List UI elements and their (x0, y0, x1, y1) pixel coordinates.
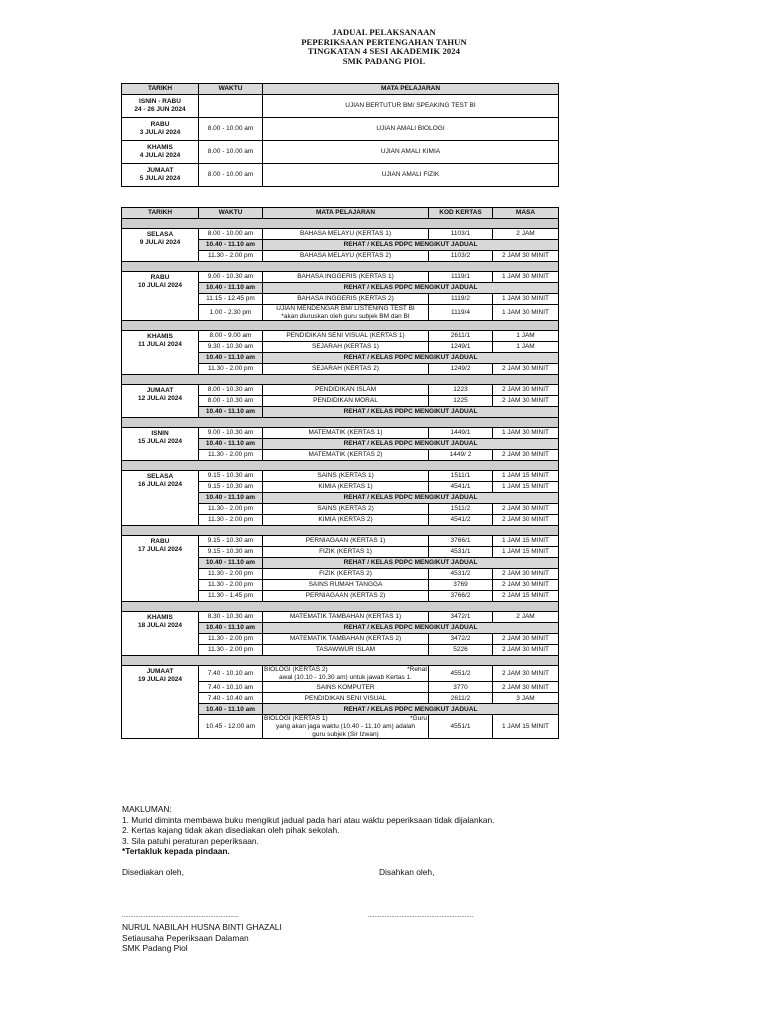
time-cell: 11.30 - 2.00 pm (199, 251, 263, 262)
subject-name: SAINS KOMPUTER (316, 683, 375, 691)
exam-row (122, 385, 559, 396)
duration-cell: 1 JAM 30 MINIT (493, 272, 559, 283)
date-label: 3 JULAI 2024 (139, 129, 181, 136)
time-cell: 8.00 - 10.00 am (199, 141, 263, 164)
paper-code-cell: 1119/1 (429, 272, 493, 283)
date-label: 17 JULAI 2024 (137, 545, 183, 553)
paper-code-cell: 1449/ 2 (429, 450, 493, 461)
exam-row (122, 612, 559, 623)
duration-cell: 2 JAM 30 MINIT (493, 251, 559, 262)
rehat-label: REHAT / KELAS PDPC MENGIKUT JADUAL (263, 704, 559, 715)
subject-cell (263, 715, 429, 739)
header-mata-pelajaran: MATA PELAJARAN (263, 208, 429, 219)
signatory-position: Setiausaha Peperiksaan Dalaman (122, 932, 249, 943)
duration-cell: 1 JAM 15 MINIT (493, 547, 559, 558)
subject-cell: UJIAN BERTUTUR BM/ SPEAKING TEST BI (263, 95, 559, 118)
header-waktu: WAKTU (199, 208, 263, 219)
subject-name: KIMIA (KERTAS 2) (318, 516, 373, 524)
paper-code-cell: 1249/1 (429, 342, 493, 353)
subject-note-line: *akan diuruskan oleh guru subjek BM dan BI (281, 312, 410, 320)
subject-name: MATEMATIK (KERTAS 2) (308, 451, 383, 459)
time-cell: 11.30 - 2.00 pm (199, 634, 263, 645)
paper-code-cell: 3769 (429, 580, 493, 591)
subject-cell (263, 229, 429, 240)
paper-code-cell: 1225 (429, 396, 493, 407)
time-cell: 10.45 - 12.00 am (199, 715, 263, 739)
paper-code-cell: 4541/2 (429, 515, 493, 526)
rehat-time: 10.40 - 11.10 am (199, 623, 263, 634)
date-cell (122, 385, 199, 418)
duration-cell: 2 JAM 30 MINIT (493, 645, 559, 656)
subject-name: PENDIDIKAN SENI VISUAL (KERTAS 1) (286, 332, 405, 340)
day-separator (122, 526, 559, 536)
time-cell (199, 95, 263, 118)
exam-row (122, 229, 559, 240)
date-cell (122, 95, 199, 118)
signature-line-right: ............................................................... (368, 913, 474, 919)
subject-cell (263, 682, 429, 693)
rehat-label: REHAT / KELAS PDPC MENGIKUT JADUAL (263, 283, 559, 294)
duration-cell: 1 JAM (493, 342, 559, 353)
duration-cell: 1 JAM 15 MINIT (493, 482, 559, 493)
exam-row (122, 536, 559, 547)
header-kod-kertas: KOD KERTAS (429, 208, 493, 219)
signatory-name: NURUL NABILAH HUSNA BINTI GHAZALI (122, 922, 282, 932)
duration-cell: 1 JAM 15 MINIT (493, 715, 559, 739)
subject-cell (263, 580, 429, 591)
subject-name: TASAWWUR ISLAM (315, 646, 376, 654)
subject-cell (263, 504, 429, 515)
time-cell: 7.40 - 10.10 am (199, 666, 263, 682)
subject-name: SAINS RUMAH TANGGA (308, 581, 383, 589)
subject-name: BAHASA INGGERIS (KERTAS 2) (297, 295, 394, 303)
note-item: 1. Murid diminta membawa buku mengikut jadual pada hari atau waktu peperiksaan tidak dijalankan. (122, 814, 495, 825)
duration-cell: 2 JAM 30 MINIT (493, 682, 559, 693)
time-cell: 8.00 - 10.00 am (199, 229, 263, 240)
rehat-time: 10.40 - 11.10 am (199, 704, 263, 715)
subject-name: FIZIK (KERTAS 2) (319, 570, 372, 578)
time-cell: 9.15 - 10.30 am (199, 482, 263, 493)
subject-name: UJIAN MENDENGAR BM/ LISTENING TEST BI (276, 305, 415, 312)
duration-cell: 2 JAM 30 MINIT (493, 580, 559, 591)
rehat-label: REHAT / KELAS PDPC MENGIKUT JADUAL (263, 240, 559, 251)
time-cell: 7.40 - 10.10 am (199, 682, 263, 693)
time-cell: 9.00 - 10.30 am (199, 272, 263, 283)
subject-name: BIOLOGI (KERTAS 1) (264, 715, 328, 723)
subject-cell (263, 612, 429, 623)
exam-row (122, 272, 559, 283)
notes-heading: MAKLUMAN: (122, 804, 172, 814)
date-cell (122, 331, 199, 375)
rehat-label: REHAT / KELAS PDPC MENGIKUT JADUAL (263, 353, 559, 364)
subject-cell (263, 428, 429, 439)
time-cell: 11.15 - 12.45 pm (199, 294, 263, 305)
day-label: KHAMIS (147, 333, 173, 341)
subject-name: MATEMATIK (KERTAS 1) (308, 429, 383, 437)
date-label: 4 JULAI 2024 (139, 152, 181, 159)
day-label: RABU (150, 121, 170, 129)
time-cell: 8.00 - 10.30 am (199, 385, 263, 396)
day-separator (122, 461, 559, 471)
date-label: 12 JULAI 2024 (137, 394, 183, 402)
subject-cell: UJIAN AMALI FIZIK (263, 164, 559, 187)
subject-cell (263, 693, 429, 704)
subject-name: BAHASA MELAYU (KERTAS 1) (299, 230, 392, 238)
date-cell (122, 536, 199, 602)
duration-cell: 2 JAM 15 MINIT (493, 591, 559, 602)
duration-cell: 2 JAM 30 MINIT (493, 634, 559, 645)
rehat-label: REHAT / KELAS PDPC MENGIKUT JADUAL (263, 407, 559, 418)
time-cell: 1.00 - 2.30 pm (199, 305, 263, 321)
exam-row (122, 666, 559, 682)
duration-cell: 2 JAM 30 MINIT (493, 504, 559, 515)
day-separator (122, 219, 559, 229)
rehat-label: REHAT / KELAS PDPC MENGIKUT JADUAL (263, 439, 559, 450)
date-cell (122, 471, 199, 526)
time-cell: 9.30 - 10.30 am (199, 342, 263, 353)
time-cell: 7.40 - 10.40 am (199, 693, 263, 704)
time-cell: 9.15 - 10.30 am (199, 536, 263, 547)
duration-cell: 2 JAM 30 MINIT (493, 396, 559, 407)
date-cell (122, 428, 199, 461)
duration-cell: 2 JAM 30 MINIT (493, 515, 559, 526)
subject-name: PERNIAGAAN (KERTAS 1) (305, 537, 386, 545)
duration-cell: 2 JAM 30 MINIT (493, 385, 559, 396)
rehat-time: 10.40 - 11.10 am (199, 353, 263, 364)
day-label: ISNIN (151, 430, 169, 438)
paper-code-cell: 3472/2 (429, 634, 493, 645)
date-label: 11 JULAI 2024 (138, 340, 182, 348)
subject-name: KIMIA (KERTAS 1) (318, 483, 373, 491)
time-cell: 11.30 - 2.00 pm (199, 569, 263, 580)
paper-code-cell: 4541/1 (429, 482, 493, 493)
exam-row (122, 471, 559, 482)
subject-name: PENDIDIKAN MORAL (313, 397, 378, 405)
time-cell: 8.30 - 10.30 am (199, 612, 263, 623)
duration-cell: 2 JAM (493, 229, 559, 240)
subject-cell (263, 364, 429, 375)
subject-note-line: awal (10.10 - 10.30 am) untuk jawab Kertas 1. (279, 673, 412, 681)
paper-code-cell: 1119/4 (429, 305, 493, 321)
duration-cell: 2 JAM (493, 612, 559, 623)
duration-cell: 2 JAM 30 MINIT (493, 666, 559, 682)
subject-note-line: guru subjek (Sir Izwan) (312, 730, 379, 738)
time-cell: 11.30 - 2.00 pm (199, 504, 263, 515)
signatory-block (122, 922, 282, 954)
header-waktu: WAKTU (199, 84, 263, 95)
paper-code-cell: 3766/1 (429, 536, 493, 547)
time-cell: 11.30 - 2.00 pm (199, 515, 263, 526)
duration-cell: 1 JAM 15 MINIT (493, 536, 559, 547)
subject-name: BAHASA MELAYU (KERTAS 2) (299, 252, 392, 260)
subject-name: PERNIAGAAN (KERTAS 2) (305, 592, 386, 600)
duration-cell: 3 JAM (493, 693, 559, 704)
subject-cell (263, 305, 429, 321)
day-label: KHAMIS (147, 614, 173, 622)
subject-line (264, 715, 427, 723)
day-label: KHAMIS (147, 144, 173, 152)
day-separator (122, 656, 559, 666)
time-cell: 8.00 - 10.30 am (199, 396, 263, 407)
amendment-note: *Tertakluk kepada pindaan. (122, 846, 230, 856)
title-line-4: SMK PADANG PIOL (342, 55, 426, 66)
time-cell: 11.30 - 2.00 pm (199, 364, 263, 375)
day-separator (122, 375, 559, 385)
subject-cell (263, 294, 429, 305)
duration-cell: 2 JAM 30 MINIT (493, 450, 559, 461)
subject-cell (263, 272, 429, 283)
paper-code-cell: 1449/1 (429, 428, 493, 439)
day-label: JUMAAT (146, 387, 174, 395)
subject-cell (263, 342, 429, 353)
paper-code-cell: 2611/1 (429, 331, 493, 342)
time-cell: 9.15 - 10.30 am (199, 471, 263, 482)
subject-name: SEJARAH (KERTAS 2) (312, 365, 379, 373)
paper-code-cell: 2611/2 (429, 693, 493, 704)
time-cell: 8.00 - 10.00 am (199, 164, 263, 187)
date-label: 16 JULAI 2024 (137, 480, 183, 488)
document-title (0, 28, 768, 66)
subject-cell (263, 251, 429, 262)
day-label: JUMAAT (146, 167, 174, 175)
duration-cell: 1 JAM 30 MINIT (493, 305, 559, 321)
paper-code-cell: 4531/1 (429, 547, 493, 558)
subject-cell (263, 536, 429, 547)
signatory-school: SMK Padang Piol (122, 943, 188, 953)
paper-code-cell: 4551/2 (429, 666, 493, 682)
day-label: ISNIN - RABU (139, 98, 181, 106)
date-label: 24 - 26 JUN 2024 (134, 106, 186, 113)
date-cell (122, 118, 199, 141)
paper-code-cell: 1511/2 (429, 504, 493, 515)
subject-cell (263, 547, 429, 558)
date-cell (122, 666, 199, 739)
time-cell: 8.00 - 9.00 am (199, 331, 263, 342)
approved-by-label: Disahkan oleh, (379, 867, 435, 877)
time-cell: 11.30 - 2.00 pm (199, 645, 263, 656)
rehat-time: 10.40 - 11.10 am (199, 493, 263, 504)
subject-name: SAINS (KERTAS 2) (317, 505, 374, 513)
subject-cell (263, 331, 429, 342)
practical-schedule-table (121, 83, 559, 187)
paper-code-cell: 4531/2 (429, 569, 493, 580)
rehat-time: 10.40 - 11.10 am (199, 558, 263, 569)
duration-cell: 1 JAM 30 MINIT (493, 428, 559, 439)
rehat-label: REHAT / KELAS PDPC MENGIKUT JADUAL (263, 558, 559, 569)
paper-code-cell: 1249/2 (429, 364, 493, 375)
header-masa: MASA (493, 208, 559, 219)
paper-code-cell: 3770 (429, 682, 493, 693)
subject-cell (263, 515, 429, 526)
subject-cell (263, 645, 429, 656)
paper-code-cell: 1103/1 (429, 229, 493, 240)
duration-cell: 1 JAM 30 MINIT (493, 294, 559, 305)
subject-cell (263, 569, 429, 580)
date-cell (122, 164, 199, 187)
note-item: 3. Sila patuhi peraturan peperiksaan. (122, 835, 259, 846)
subject-cell (263, 385, 429, 396)
paper-code-cell: 5226 (429, 645, 493, 656)
title-line-1: JADUAL PELAKSANAAN (332, 27, 436, 37)
exam-schedule-table (121, 207, 559, 739)
subject-note: *Rehat (407, 666, 427, 674)
subject-note-line: yang akan jaga waktu (10.40 - 11.10 am) adalah (276, 722, 415, 730)
subject-cell: UJIAN AMALI KIMIA (263, 141, 559, 164)
header-tarikh: TARIKH (122, 84, 199, 95)
paper-code-cell: 1223 (429, 385, 493, 396)
prepared-by-label: Disediakan oleh, (122, 867, 184, 877)
day-label: JUMAAT (146, 668, 174, 676)
day-separator (122, 262, 559, 272)
duration-cell: 2 JAM 30 MINIT (493, 569, 559, 580)
date-cell (122, 612, 199, 656)
subject-cell (263, 591, 429, 602)
day-label: RABU (150, 274, 170, 281)
subject-cell (263, 666, 429, 682)
rehat-time: 10.40 - 11.10 am (199, 283, 263, 294)
date-label: 18 JULAI 2024 (137, 621, 183, 629)
header-tarikh: TARIKH (122, 208, 199, 219)
subject-cell (263, 396, 429, 407)
subject-name: MATEMATIK TAMBAHAN (KERTAS 2) (289, 635, 402, 643)
subject-name: BIOLOGI (KERTAS 2) (264, 666, 328, 674)
paper-code-cell: 1103/2 (429, 251, 493, 262)
rehat-time: 10.40 - 11.10 am (199, 439, 263, 450)
subject-line (264, 666, 427, 674)
paper-code-cell: 4551/1 (429, 715, 493, 739)
title-line-3: TINGKATAN 4 SESI AKADEMIK 2024 (307, 46, 461, 57)
subject-cell (263, 471, 429, 482)
date-cell (122, 229, 199, 262)
time-cell: 9.15 - 10.30 am (199, 547, 263, 558)
note-item: 2. Kertas kajang tidak akan disediakan oleh pihak sekolah. (122, 825, 340, 835)
paper-code-cell: 3472/1 (429, 612, 493, 623)
title-line-2: PEPERIKSAAN PERTENGAHAN TAHUN (301, 36, 467, 47)
time-cell: 11.30 - 2.00 pm (199, 580, 263, 591)
day-label: SELASA (146, 231, 174, 238)
day-separator (122, 602, 559, 612)
rehat-time: 10.40 - 11.10 am (199, 240, 263, 251)
day-label: RABU (150, 538, 170, 546)
subject-name: SEJARAH (KERTAS 1) (312, 343, 379, 351)
duration-cell: 2 JAM 30 MINIT (493, 364, 559, 375)
subject-name: PENDIDIKAN SENI VISUAL (304, 694, 387, 702)
rehat-label: REHAT / KELAS PDPC MENGIKUT JADUAL (263, 493, 559, 504)
date-cell (122, 272, 199, 321)
header-mata-pelajaran: MATA PELAJARAN (263, 84, 559, 95)
paper-code-cell: 3766/2 (429, 591, 493, 602)
rehat-time: 10.40 - 11.10 am (199, 407, 263, 418)
time-cell: 11.30 - 2.00 pm (199, 450, 263, 461)
date-label: 10 JULAI 2024 (137, 281, 183, 289)
rehat-label: REHAT / KELAS PDPC MENGIKUT JADUAL (263, 623, 559, 634)
subject-cell (263, 634, 429, 645)
subject-note: *Guru (410, 715, 427, 723)
exam-row (122, 428, 559, 439)
time-cell: 8.00 - 10.00 am (199, 118, 263, 141)
time-cell: 11.30 - 1.45 pm (199, 591, 263, 602)
paper-code-cell: 1511/1 (429, 471, 493, 482)
paper-code-cell: 1119/2 (429, 294, 493, 305)
subject-cell (263, 482, 429, 493)
date-label: 5 JULAI 2024 (139, 175, 181, 182)
day-separator (122, 418, 559, 428)
subject-cell: UJIAN AMALI BIOLOGI (263, 118, 559, 141)
day-label: SELASA (146, 473, 174, 481)
date-label: 19 JULAI 2024 (137, 675, 183, 683)
subject-name: SAINS (KERTAS 1) (317, 472, 374, 480)
subject-name: MATEMATIK TAMBAHAN (KERTAS 1) (289, 613, 402, 621)
time-cell: 9.00 - 10.30 am (199, 428, 263, 439)
date-label: 9 JULAI 2024 (139, 238, 181, 246)
signature-line-left: ...................................................................... (122, 913, 239, 919)
subject-name: FIZIK (KERTAS 1) (319, 548, 372, 556)
date-cell (122, 141, 199, 164)
exam-row (122, 331, 559, 342)
notes-section (122, 804, 494, 857)
day-separator (122, 321, 559, 331)
duration-cell: 1 JAM (493, 331, 559, 342)
date-label: 15 JULAI 2024 (137, 437, 183, 445)
subject-cell (263, 450, 429, 461)
subject-name: PENDIDIKAN ISLAM (314, 386, 377, 394)
duration-cell: 1 JAM 15 MINIT (493, 471, 559, 482)
subject-name: BAHASA INGGERIS (KERTAS 1) (297, 273, 394, 281)
